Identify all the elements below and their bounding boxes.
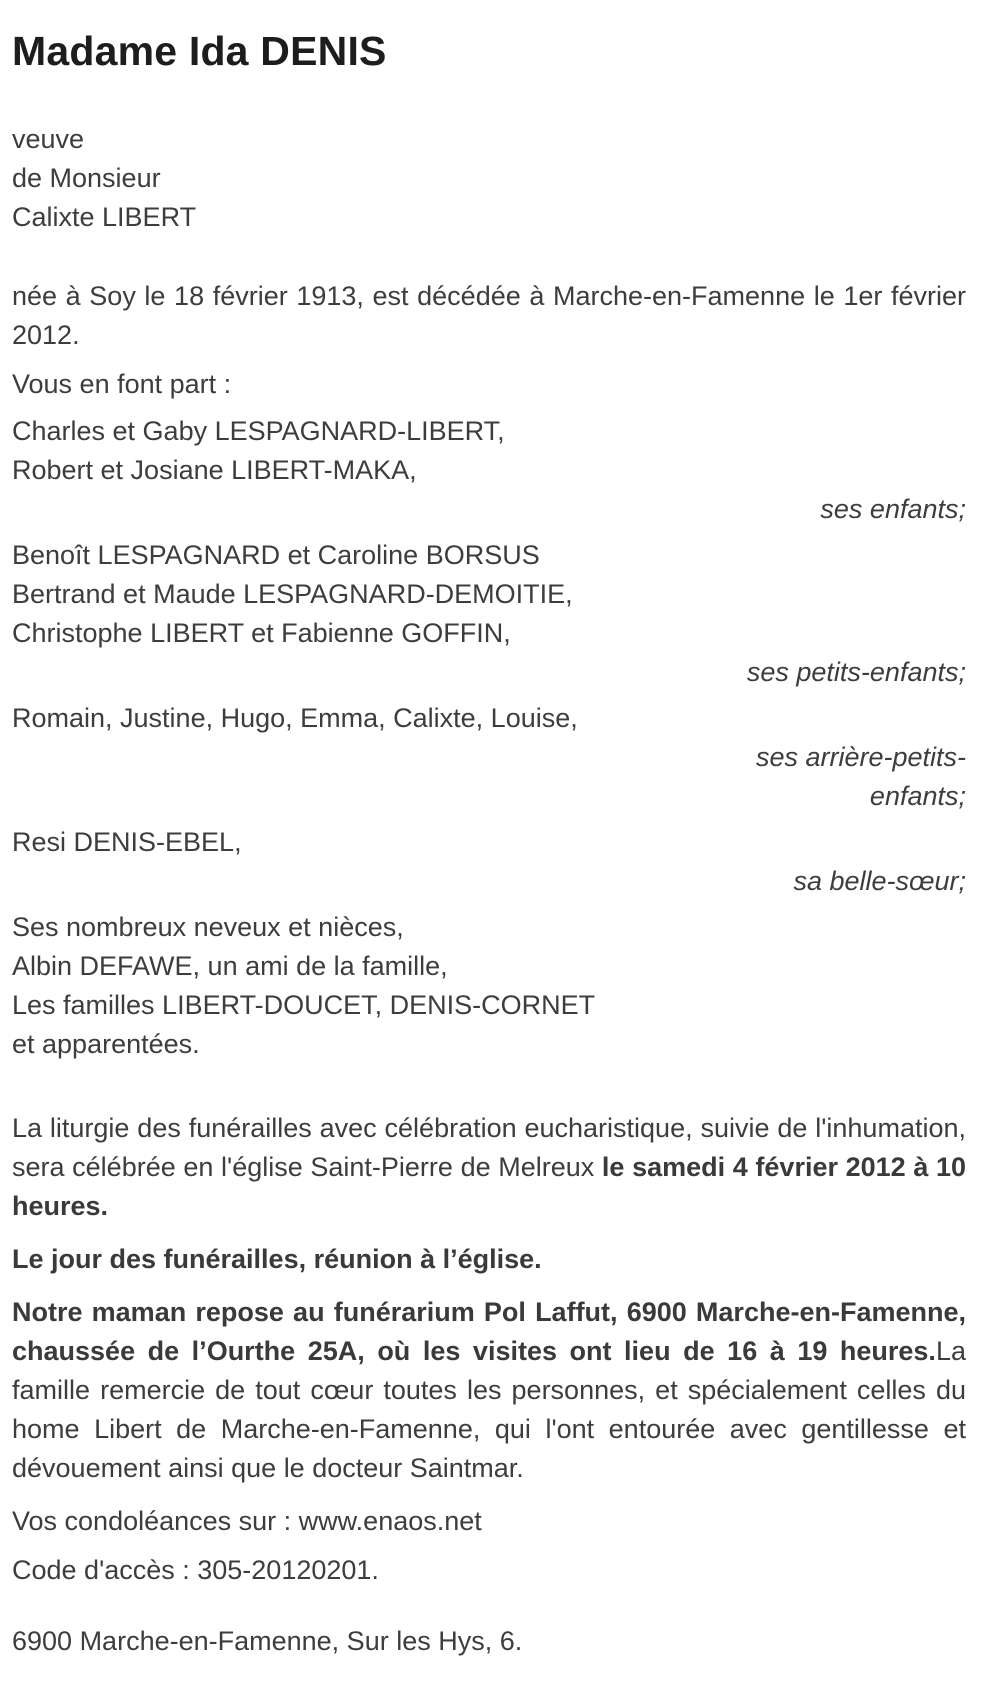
thanks-text: La famille remercie de tout cœur toutes les personnes, et spécialement celles du home Libert de Marche-en-Famenne, qui l'ont entourée avec gentillesse et dévouement ainsi que le docteur Saintmar. (12, 1336, 966, 1483)
family-group-sister-in-law (12, 823, 966, 901)
deceased-line: veuve (12, 124, 85, 154)
family-line: Christophe LIBERT et Fabienne GOFFIN, (12, 618, 511, 648)
access-code-line: Code d'accès : 305-20120201. (12, 1555, 379, 1585)
family-line: Ses nombreux neveux et nièces, (12, 912, 404, 942)
gathering-bold: Le jour des funérailles, réunion à l’église. (12, 1244, 542, 1274)
family-group-other (12, 908, 966, 1064)
family-line: Albin DEFAWE, un ami de la famille, (12, 951, 448, 981)
spacer (12, 1488, 966, 1502)
liturgy-date-bold: le samedi 4 février 2012 à 10 heures. (12, 1152, 967, 1221)
family-group-great-grandchildren (12, 699, 966, 816)
relation-label: sa belle-sœur; (793, 866, 966, 896)
liturgy-text: La liturgie des funérailles avec célébration eucharistique, suivie de l'inhumation, sera célébrée en l'église Saint-Pierre de Melreux (12, 1113, 966, 1182)
funeral-liturgy-paragraph (12, 1109, 966, 1226)
spacer (12, 1279, 966, 1293)
family-group-children (12, 412, 966, 529)
gathering-paragraph (12, 1240, 966, 1279)
spacer (12, 1226, 966, 1240)
family-line: Romain, Justine, Hugo, Emma, Calixte, Louise, (12, 703, 578, 733)
relation-label: ses arrière-petits-enfants; (755, 742, 966, 811)
birth-death-paragraph: née à Soy le 18 février 1913, est décédée à Marche-en-Famenne le 1er février 2012. (12, 281, 966, 350)
relation-label: ses petits-enfants; (746, 657, 966, 687)
condolences-line: Vos condoléances sur : www.enaos.net (12, 1506, 482, 1536)
deceased-line: Calixte LIBERT (12, 202, 197, 232)
spacer (12, 1590, 966, 1622)
family-line: Charles et Gaby LESPAGNARD-LIBERT, (12, 416, 505, 446)
spacer (12, 1541, 966, 1551)
family-line: Resi DENIS-EBEL, (12, 827, 242, 857)
spacer (12, 1071, 966, 1109)
family-group-grandchildren (12, 536, 966, 692)
deceased-intro (12, 120, 966, 237)
family-line: Les familles LIBERT-DOUCET, DENIS-CORNET (12, 990, 596, 1020)
deceased-line: de Monsieur (12, 163, 161, 193)
page-title: Madame Ida DENIS (12, 28, 387, 74)
family-line: Benoît LESPAGNARD et Caroline BORSUS (12, 540, 540, 570)
repose-bold: Notre maman repose au funérarium Pol Laffut, 6900 Marche-en-Famenne, chaussée de l’Ourthe 25A, où les visites ont lieu de 16 à 19 heures. (12, 1297, 966, 1366)
family-line: Robert et Josiane LIBERT-MAKA, (12, 455, 417, 485)
relation-label: ses enfants; (820, 494, 966, 524)
repose-thanks-paragraph (12, 1293, 966, 1488)
family-line: Bertrand et Maude LESPAGNARD-DEMOITIE, (12, 579, 573, 609)
announcement-line: Vous en font part : (12, 369, 232, 399)
address-line: 6900 Marche-en-Famenne, Sur les Hys, 6. (12, 1626, 523, 1656)
family-line: et apparentées. (12, 1029, 200, 1059)
